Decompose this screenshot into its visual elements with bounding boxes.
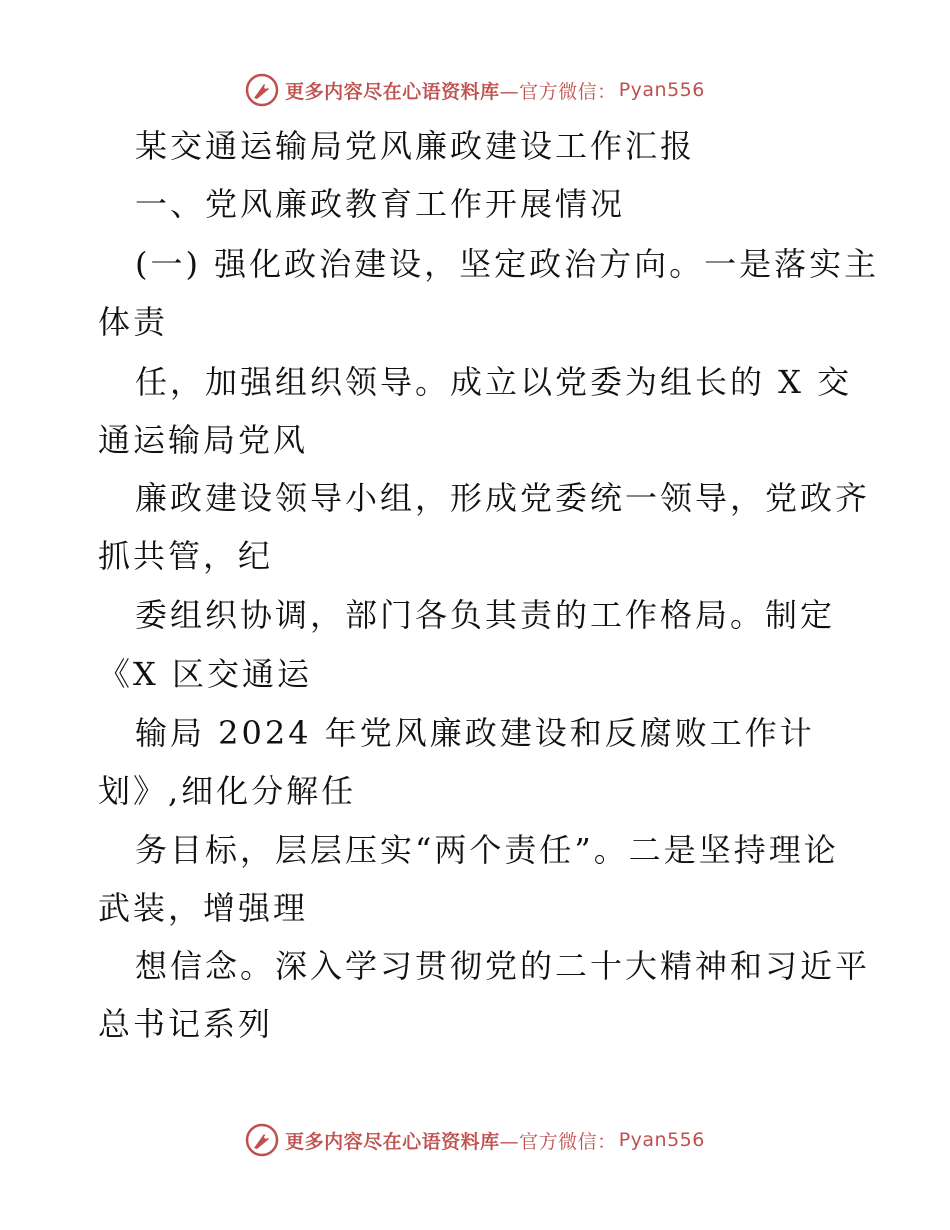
body-line: 划》,细化分解任 [98, 772, 357, 810]
pen-nib-logo-icon [245, 73, 279, 107]
body-line: 《X 区交通运 [98, 655, 312, 693]
body-line: 体责 [98, 303, 169, 341]
body-line: 通运输局党风 [98, 421, 309, 459]
body-line: 想信念。深入学习贯彻党的二十大精神和习近平 [135, 947, 871, 985]
watermark-banner-top [0, 70, 950, 110]
watermark-tagline: 更多内容尽在心语资料库 [285, 1130, 500, 1153]
watermark-contact: —官方微信： [499, 1130, 617, 1153]
body-line: 廉政建设领导小组，形成党委统一领导，党政齐 [135, 479, 871, 517]
body-line: 总书记系列 [98, 1005, 274, 1043]
watermark-banner-bottom [0, 1120, 950, 1160]
section-heading: 一、党风廉政教育工作开展情况 [135, 185, 626, 223]
watermark-tagline: 更多内容尽在心语资料库 [285, 80, 500, 103]
body-line: (一) 强化政治建设，坚定政治方向。一是落实主 [135, 245, 880, 283]
pen-nib-logo-icon [245, 1123, 279, 1157]
watermark-account: Pyan556 [618, 79, 705, 101]
watermark-contact: —官方微信： [499, 80, 617, 103]
body-line: 武装，增强理 [98, 889, 309, 927]
body-line: 抓共管，纪 [98, 537, 274, 575]
body-line: 输局 2024 年党风廉政建设和反腐败工作计 [135, 714, 815, 752]
document-title: 某交通运输局党风廉政建设工作汇报 [135, 127, 696, 165]
body-line: 任，加强组织领导。成立以党委为组长的 X 交 [135, 363, 853, 401]
body-line: 务目标，层层压实“两个责任”。二是坚持理论 [135, 831, 839, 869]
body-line: 委组织协调，部门各负其责的工作格局。制定 [135, 596, 836, 634]
watermark-account: Pyan556 [618, 1129, 705, 1151]
